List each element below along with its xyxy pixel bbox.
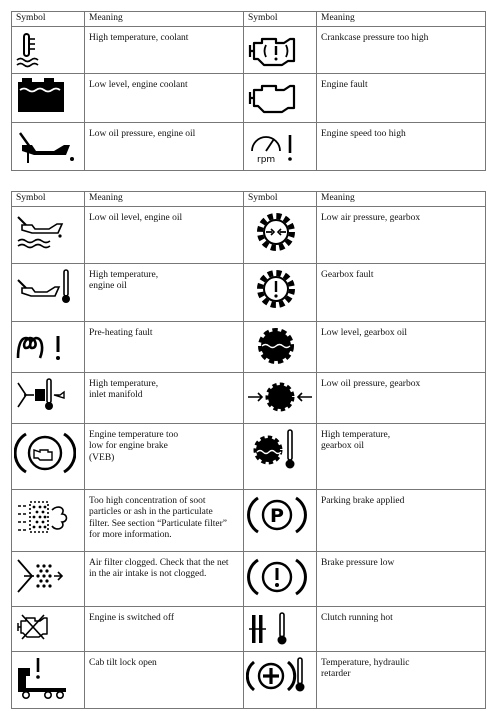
symbol-cell	[12, 606, 85, 651]
symbol-cell	[244, 651, 317, 708]
svg-text:P: P	[270, 504, 284, 527]
meaning-cell: Low level, gearbox oil	[317, 321, 486, 372]
meaning-text: Temperature, hydraulic retarder	[321, 657, 410, 680]
meaning-cell: Gearbox fault	[317, 263, 486, 321]
clutch-hot-icon	[246, 609, 312, 649]
oil-level-icon	[14, 209, 74, 253]
symbol-cell	[244, 551, 317, 606]
parking-brake-icon	[246, 492, 312, 538]
table-row	[12, 489, 486, 551]
symbol-cell	[12, 551, 85, 606]
meaning-cell: Low air pressure, gearbox	[317, 206, 486, 263]
meaning-cell: Engine speed too high	[317, 122, 486, 170]
header-meaning: Meaning	[317, 192, 486, 207]
meaning-cell: Cab tilt lock open	[85, 651, 244, 708]
meaning-cell: High temperature, coolant	[85, 26, 244, 73]
gearbox-fault-icon	[246, 266, 312, 312]
meaning-cell	[85, 372, 244, 423]
header-meaning: Meaning	[317, 12, 486, 27]
table-row	[12, 122, 486, 170]
meaning-cell	[85, 423, 244, 489]
meaning-text: Air filter clogged. Check that the net in the air intake is not clogged.	[89, 557, 229, 580]
symbol-cell	[12, 651, 85, 708]
symbol-cell	[12, 489, 85, 551]
cab-tilt-lock-icon	[14, 654, 76, 702]
header-symbol: Symbol	[244, 192, 317, 207]
meaning-cell: Low oil level, engine oil	[85, 206, 244, 263]
meaning-text: Too high concentration of soot particles or ash in the particulate filter. See section “Particulate filter” for more information.	[89, 495, 227, 541]
meaning-cell	[85, 489, 244, 551]
meaning-cell: Crankcase pressure too high	[317, 26, 486, 73]
symbol-cell	[12, 122, 85, 170]
symbol-cell	[244, 263, 317, 321]
svg-text:rpm: rpm	[257, 154, 276, 165]
engine-speed-icon	[246, 125, 312, 165]
symbol-cell	[244, 372, 317, 423]
symbol-cell	[244, 122, 317, 170]
table-row	[12, 26, 486, 73]
table-row	[12, 372, 486, 423]
symbol-cell	[12, 321, 85, 372]
engine-fault-icon	[246, 76, 312, 116]
gearbox-oil-temperature-icon	[246, 426, 312, 478]
symbol-cell	[244, 489, 317, 551]
particulate-filter-icon	[14, 492, 76, 540]
symbol-cell	[244, 423, 317, 489]
header-meaning: Meaning	[85, 192, 244, 207]
table-row	[12, 423, 486, 489]
symbol-cell	[244, 321, 317, 372]
symbol-cell	[12, 26, 85, 73]
gearbox-air-pressure-icon	[246, 209, 312, 255]
inlet-manifold-temperature-icon	[14, 375, 74, 417]
table-header-row	[12, 12, 486, 27]
table-row	[12, 606, 486, 651]
warning-symbols-table-2	[11, 191, 486, 709]
meaning-cell	[317, 423, 486, 489]
oil-pressure-icon	[14, 125, 76, 165]
meaning-text: Low oil pressure, gearbox	[321, 378, 421, 389]
table-row	[12, 73, 486, 122]
engine-off-icon	[14, 609, 74, 647]
gearbox-oil-pressure-icon	[246, 375, 316, 419]
meaning-cell: Low level, engine coolant	[85, 73, 244, 122]
meaning-cell	[317, 372, 486, 423]
meaning-cell: Parking brake applied	[317, 489, 486, 551]
header-symbol: Symbol	[244, 12, 317, 27]
symbol-cell	[244, 606, 317, 651]
crankcase-pressure-icon	[246, 29, 312, 69]
symbol-cell	[244, 206, 317, 263]
meaning-cell	[85, 551, 244, 606]
header-symbol: Symbol	[12, 12, 85, 27]
table-row	[12, 206, 486, 263]
meaning-text: High temperature, inlet manifold	[89, 378, 159, 401]
meaning-cell	[317, 651, 486, 708]
warning-symbols-table-1	[11, 11, 486, 171]
symbol-cell	[12, 372, 85, 423]
table-row	[12, 651, 486, 708]
table-header-row	[12, 192, 486, 207]
symbol-cell	[12, 206, 85, 263]
air-filter-icon	[14, 554, 74, 600]
header-meaning: Meaning	[85, 12, 244, 27]
meaning-cell	[85, 263, 244, 321]
meaning-cell: Engine is switched off	[85, 606, 244, 651]
preheating-fault-icon	[14, 324, 76, 366]
symbol-cell	[12, 423, 85, 489]
coolant-temperature-icon	[14, 29, 74, 69]
meaning-cell: Brake pressure low	[317, 551, 486, 606]
gearbox-oil-level-icon	[246, 324, 312, 368]
symbol-cell	[244, 26, 317, 73]
meaning-cell: Pre-heating fault	[85, 321, 244, 372]
symbol-cell	[12, 263, 85, 321]
table-row	[12, 263, 486, 321]
brake-pressure-icon	[246, 554, 312, 600]
oil-temperature-icon	[14, 266, 74, 312]
engine-brake-temperature-icon	[14, 426, 76, 482]
symbol-cell	[12, 73, 85, 122]
header-symbol: Symbol	[12, 192, 85, 207]
table-row	[12, 321, 486, 372]
meaning-text: High temperature, engine oil	[89, 269, 159, 292]
coolant-level-icon	[14, 76, 74, 116]
symbol-cell	[244, 73, 317, 122]
hydraulic-retarder-temperature-icon	[246, 654, 312, 700]
meaning-cell: Low oil pressure, engine oil	[85, 122, 244, 170]
table-row	[12, 551, 486, 606]
meaning-text: Engine temperature too low for engine brake (VEB)	[89, 429, 179, 463]
meaning-cell: Engine fault	[317, 73, 486, 122]
meaning-text: High temperature, gearbox oil	[321, 429, 391, 452]
meaning-cell: Clutch running hot	[317, 606, 486, 651]
